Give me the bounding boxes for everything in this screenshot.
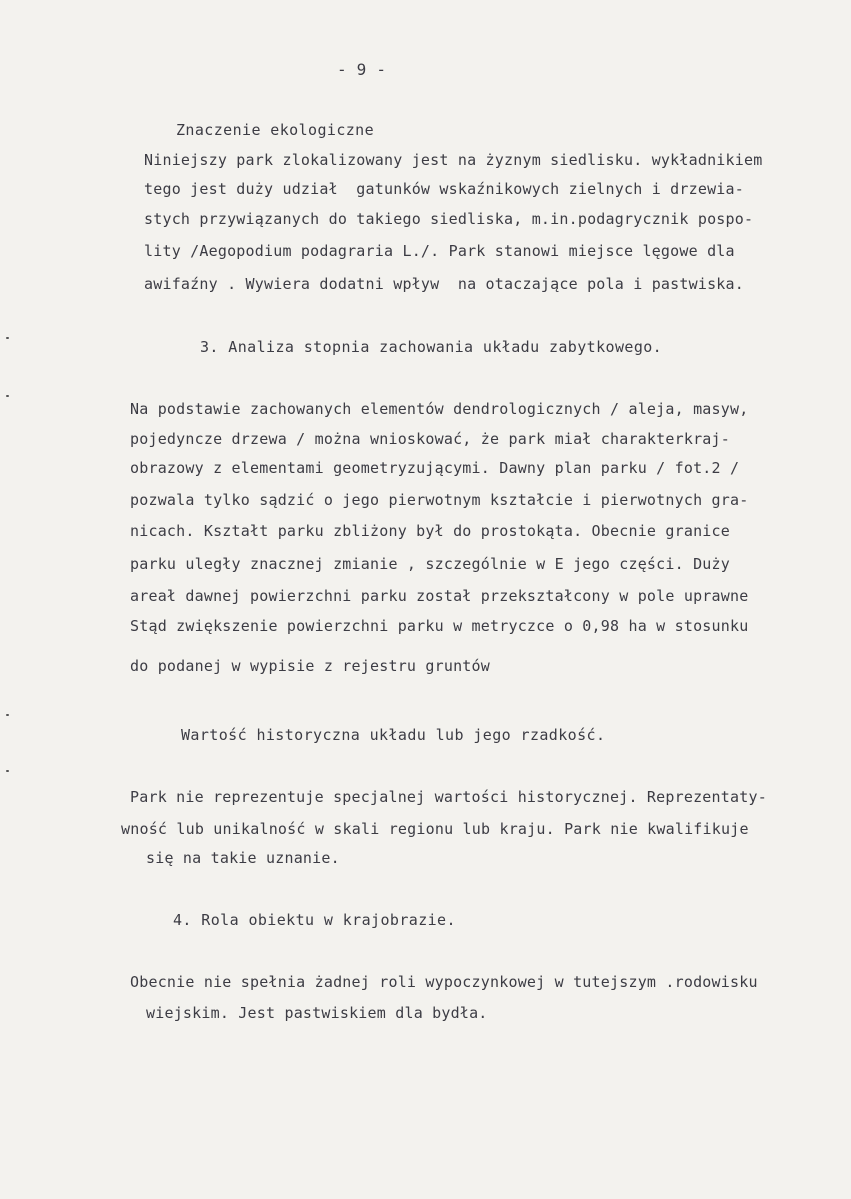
ecological-line-3: stych przywiązanych do takiego siedliska, m.in.podagrycznik pospo-	[144, 210, 754, 228]
heading-section-4: 4. Rola obiektu w krajobrazie.	[173, 911, 456, 929]
page-number: - 9 -	[337, 60, 387, 79]
heading-historic-value: Wartość historyczna układu lub jego rzadkość.	[181, 726, 606, 744]
heading-section-3: 3. Analiza stopnia zachowania układu zabytkowego.	[200, 338, 663, 356]
section-3-line-4: pozwala tylko sądzić o jego pierwotnym kształcie i pierwotnych gra-	[130, 491, 749, 509]
margin-mark	[6, 770, 9, 772]
section-3-line-7: areał dawnej powierzchni parku został przekształcony w pole uprawne	[130, 587, 749, 605]
margin-mark	[6, 714, 9, 716]
section-3-line-5: nicach. Kształt parku zbliżony był do prostokąta. Obecnie granice	[130, 522, 730, 540]
section-4-line-1: Obecnie nie spełnia żadnej roli wypoczynkowej w tutejszym .rodowisku	[130, 973, 758, 991]
section-3-line-9: do podanej w wypisie z rejestru gruntów	[130, 657, 490, 675]
margin-mark	[6, 395, 9, 397]
margin-mark	[6, 337, 9, 339]
historic-line-2: wność lub unikalność w skali regionu lub kraju. Park nie kwalifikuje	[121, 820, 749, 838]
section-3-line-1: Na podstawie zachowanych elementów dendrologicznych / aleja, masyw,	[130, 400, 749, 418]
historic-line-1: Park nie reprezentuje specjalnej wartości historycznej. Reprezentaty-	[130, 788, 767, 806]
ecological-line-1: Niniejszy park zlokalizowany jest na żyznym siedlisku. wykładnikiem	[144, 151, 763, 169]
section-3-line-6: parku uległy znacznej zmianie , szczególnie w E jego części. Duży	[130, 555, 730, 573]
section-3-line-2: pojedyncze drzewa / można wnioskować, że park miał charakterkraj-	[130, 430, 730, 448]
section-4-line-2: wiejskim. Jest pastwiskiem dla bydła.	[146, 1004, 488, 1022]
historic-line-3: się na takie uznanie.	[146, 849, 340, 867]
section-3-line-8: Stąd zwiększenie powierzchni parku w metryczce o 0,98 ha w stosunku	[130, 617, 749, 635]
section-3-line-3: obrazowy z elementami geometryzującymi. Dawny plan parku / fot.2 /	[130, 459, 740, 477]
heading-ecological: Znaczenie ekologiczne	[176, 121, 375, 139]
ecological-line-4: lity /Aegopodium podagraria L./. Park stanowi miejsce lęgowe dla	[144, 242, 735, 260]
ecological-line-5: awifaźny . Wywiera dodatni wpływ na otaczające pola i pastwiska.	[144, 275, 744, 293]
ecological-line-2: tego jest duży udział gatunków wskaźnikowych zielnych i drzewia-	[144, 180, 744, 198]
